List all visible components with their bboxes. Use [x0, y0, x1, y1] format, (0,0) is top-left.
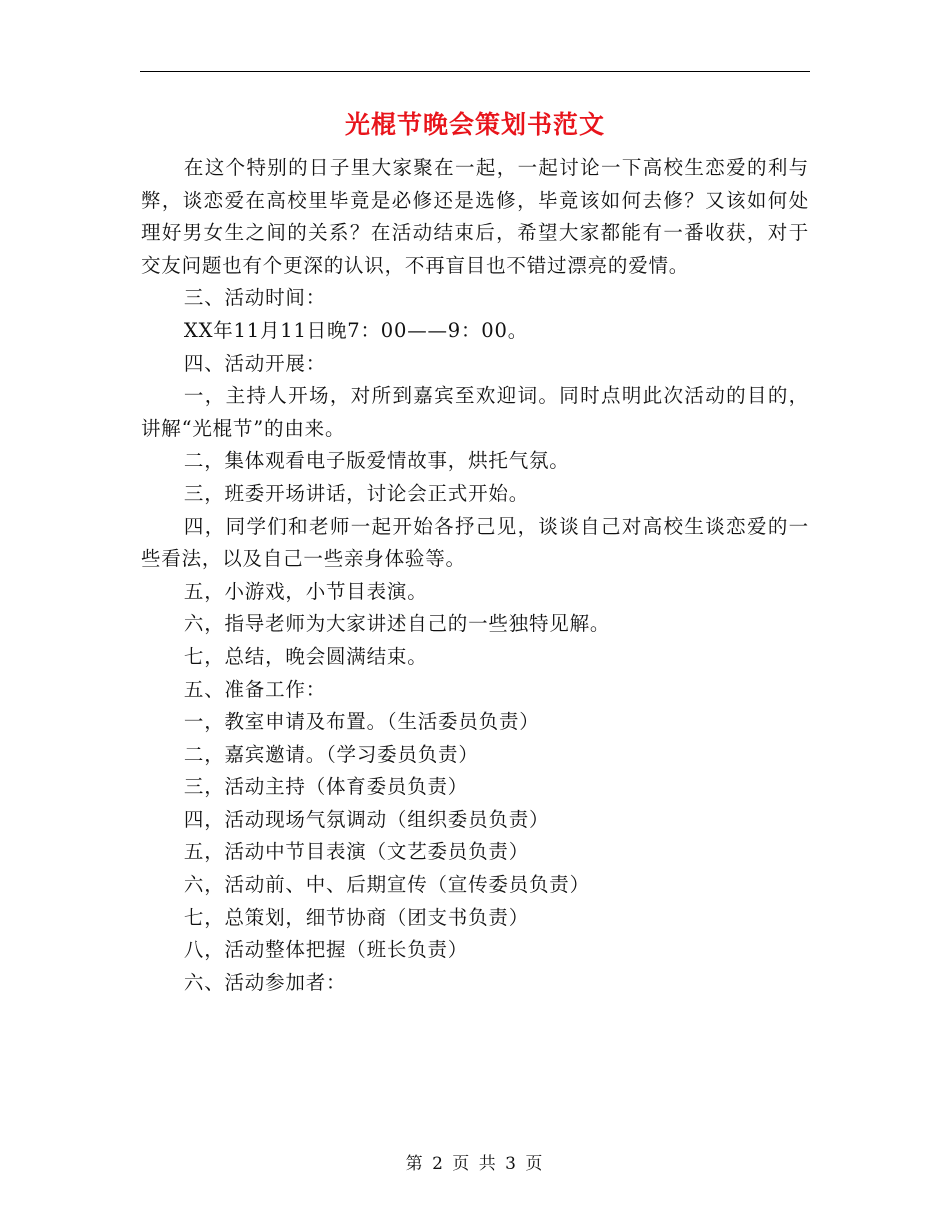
preparation-item: 三，活动主持（体育委员负责）: [183, 775, 469, 799]
program-item: 一，主持人开场，对所到嘉宾至欢迎词。同时点明此次活动的目的，讲解“光棍节”的由来。: [141, 384, 809, 440]
program-item: 六，指导老师为大家讲述自己的一些独特见解。: [183, 612, 611, 636]
document-body: [141, 152, 809, 999]
intro-paragraph: 在这个特别的日子里大家聚在一起，一起讨论一下高校生恋爱的利与弊，谈恋爱在高校里毕竟是必修还是选修，毕竟该如何去修？又该如何处理好男女生之间的关系？在活动结束后，希望大家都能有一番收获，对于交友问题也有个更深的认识，不再盲目也不错过漂亮的爱情。: [141, 156, 809, 277]
program-item: 二，集体观看电子版爱情故事，烘托气氛。: [183, 449, 570, 473]
section-heading-preparation: 五、准备工作：: [183, 677, 326, 701]
preparation-item: 七，总策划，细节协商（团支书负责）: [183, 905, 529, 929]
header-rule: [140, 71, 810, 72]
program-item: 四，同学们和老师一起开始各抒己见，谈谈自己对高校生谈恋爱的一些看法，以及自己一些亲身体验等。: [141, 514, 809, 571]
page-number: 第 2 页 共 3 页: [405, 1154, 545, 1174]
event-time: XX年11月11日晚7：00——9：00。: [183, 318, 529, 342]
section-heading-participants: 六、活动参加者：: [183, 970, 347, 994]
preparation-item: 六，活动前、中、后期宣传（宣传委员负责）: [183, 873, 590, 897]
preparation-item: 四，活动现场气氛调动（组织委员负责）: [183, 807, 550, 831]
program-item: 三，班委开场讲话，讨论会正式开始。: [183, 481, 529, 505]
preparation-item: 五，活动中节目表演（文艺委员负责）: [183, 840, 529, 864]
section-heading-time: 三、活动时间：: [183, 286, 326, 310]
document-title: 光棍节晚会策划书范文: [344, 110, 605, 139]
preparation-item: 一，教室申请及布置。（生活委员负责）: [183, 710, 540, 734]
program-item: 七，总结，晚会圆满结束。: [183, 644, 428, 668]
preparation-item: 八，活动整体把握（班长负责）: [183, 938, 469, 962]
section-heading-program: 四、活动开展：: [183, 351, 326, 375]
program-item: 五，小游戏，小节目表演。: [183, 579, 428, 603]
preparation-item: 二，嘉宾邀请。（学习委员负责）: [183, 742, 479, 766]
